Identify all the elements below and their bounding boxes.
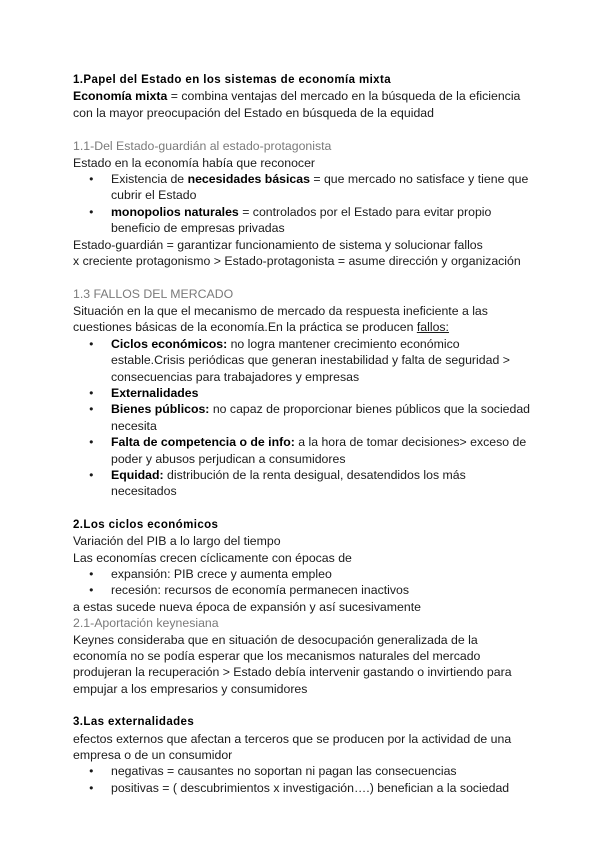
- mixed-economy-term: Economía mixta: [73, 89, 168, 104]
- section-1-3-heading: 1.3 FALLOS DEL MERCADO: [73, 287, 234, 302]
- externalities-list: [73, 763, 533, 796]
- state-recognition-list: [73, 171, 533, 237]
- section-3-heading: 3.Las externalidades: [73, 716, 195, 729]
- document-page: [73, 72, 533, 796]
- market-failures-intro: [73, 303, 533, 336]
- cycle-phases-list: [73, 566, 533, 599]
- cyclical-growth-line: Las economías crecen cíclicamente con épocas de: [73, 550, 352, 565]
- list-item: [111, 401, 533, 434]
- list-item: ● negativas = causantes no soportan ni pagan las consecuencias: [111, 763, 533, 779]
- section-2-1-heading: 2.1-Aportación keynesiana: [73, 616, 219, 631]
- section-1-1-intro: Estado en la economía había que reconocer: [73, 155, 316, 170]
- gdp-variation-line: Variación del PIB a lo largo del tiempo: [73, 534, 281, 549]
- mixed-economy-text: = combina ventajas del mercado en la búsqueda de la eficiencia con la mayor preocupación del Estado en búsqueda de la equidad: [73, 89, 521, 120]
- list-item: ● expansión: PIB crece y aumenta empleo: [111, 566, 533, 582]
- list-item-text: a la hora de tomar decisiones> exceso de poder y abusos perjudican a consumidores: [111, 435, 527, 466]
- list-item-term: Falta de competencia o de info:: [111, 435, 295, 450]
- keynes-paragraph: Keynes consideraba que en situación de desocupación generalizada de la economía no se podía esperar que los mecanismos naturales del mercado produjeran la recuperación > Estado debía intervenir gastando o invirtiendo para empujar a los empresarios y consumidores: [73, 632, 512, 696]
- section-1-1-heading: 1.1-Del Estado-guardián al estado-protagonista: [73, 139, 332, 154]
- guardian-state-line: Estado-guardián = garantizar funcionamiento de sistema y solucionar fallos: [73, 237, 483, 252]
- list-item-text: = controlados por el Estado para evitar propio beneficio de empresas privadas: [111, 204, 492, 236]
- section-1-heading: 1.Papel del Estado en los sistemas de economía mixta: [73, 74, 391, 86]
- list-item: [111, 385, 533, 401]
- protagonist-state-line: x creciente protagonismo > Estado-protagonista = asume dirección y organización: [73, 254, 521, 269]
- list-item-term: Ciclos económicos:: [111, 336, 228, 351]
- list-item-text: no capaz de proporcionar bienes públicos que la sociedad necesita: [111, 402, 531, 433]
- market-failures-list: [73, 336, 533, 500]
- list-item-text: distribución de la renta desigual, desatendidos los más necesitados: [111, 467, 466, 499]
- list-item: ● positivas = ( descubrimientos x investigación….) benefician a la sociedad: [111, 780, 533, 796]
- intro-text: Situación en la que el mecanismo de mercado da respuesta ineficiente a las cuestiones básicas de la economía.En la práctica se producen: [73, 303, 488, 335]
- expansion-succession-line: a estas sucede nueva época de expansión y así sucesivamente: [73, 599, 421, 614]
- mixed-economy-definition: [73, 88, 533, 121]
- list-item: [111, 434, 533, 467]
- list-item: [111, 171, 533, 204]
- list-item-term: Externalidades: [111, 385, 199, 400]
- externalities-definition: efectos externos que afectan a terceros que se producen por la actividad de una empresa o de un consumidor: [73, 731, 512, 763]
- list-item: [111, 467, 533, 500]
- list-item-term: Bienes públicos:: [111, 402, 210, 417]
- list-item-text: = que mercado no satisface y tiene que cubrir el Estado: [111, 172, 529, 203]
- list-item-term: monopolios naturales: [111, 204, 239, 219]
- list-item: [111, 204, 533, 237]
- fallos-underlined: fallos:: [416, 320, 449, 335]
- list-item: [111, 336, 533, 385]
- list-item-text: no logra mantener crecimiento económico estable.Crisis periódicas que generan inestabilidad y falta de seguridad > consecuencias para trabajadores y empresas: [111, 336, 510, 384]
- list-item: ● recesión: recursos de economía permanecen inactivos: [111, 582, 533, 598]
- list-item-term: Equidad:: [111, 467, 164, 482]
- list-item-text: Existencia de: [111, 172, 188, 187]
- section-2-heading: 2.Los ciclos económicos: [73, 518, 219, 531]
- list-item-term: necesidades básicas: [187, 172, 310, 187]
